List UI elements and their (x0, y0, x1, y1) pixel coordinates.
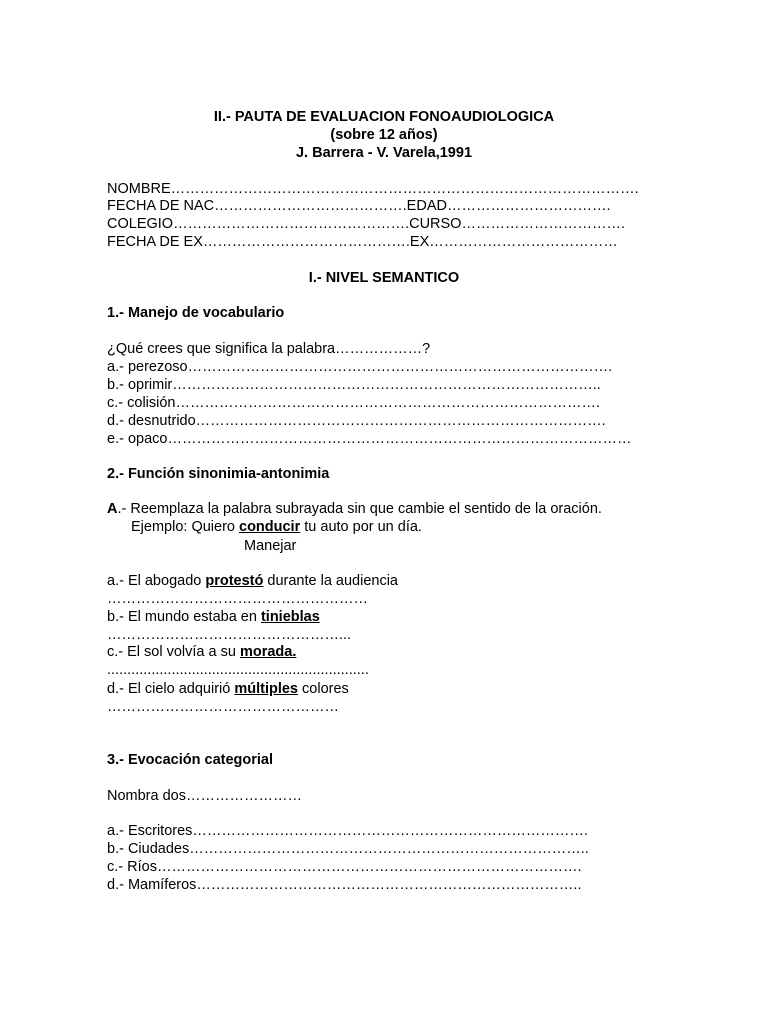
field-colegio: COLEGIO………………………………………….CURSO……………………………. (107, 216, 625, 232)
underlined-word: morada. (239, 644, 297, 660)
synonym-item: c.- El sol volvía a su morada. (107, 644, 297, 660)
underlined-word: conducir (239, 519, 301, 535)
vocab-question: ¿Qué crees que significa la palabra………………? (107, 341, 431, 357)
categorical-item: b.- Ciudades……………………………………………………………………….. (107, 841, 589, 857)
document-authors: J. Barrera - V. Varela,1991 (295, 145, 473, 161)
underlined-word: tinieblas (260, 609, 320, 625)
vocab-item: a.- perezoso……………………………………………………………………………. (107, 359, 613, 375)
synonym-instruction (107, 500, 602, 518)
underlined-word: múltiples (234, 681, 298, 697)
answer-line: ……………………………………………… (107, 591, 368, 607)
vocab-item: e.- opaco…………………………………………………………………………………… (107, 431, 632, 447)
categorical-heading: 3.- Evocación categorial (107, 752, 274, 768)
document-subtitle: (sobre 12 años) (330, 127, 438, 143)
vocab-item: c.- colisión……………………………………………………………………………. (107, 395, 601, 411)
synonym-heading: 2.- Función sinonimia-antonimia (107, 466, 330, 482)
categorical-item: d.- Mamíferos…………………………………………………………………….. (107, 877, 582, 893)
synonym-item: d.- El cielo adquirió múltiples colores (107, 681, 349, 697)
synonym-example: Ejemplo: Quiero conducir tu auto por un día. (131, 519, 422, 535)
categorical-item: c.- Ríos……………………………………………………………………………. (107, 859, 582, 875)
synonym-item: a.- El abogado protestó durante la audiencia (107, 573, 398, 589)
document-title: II.- PAUTA DE EVALUACION FONOAUDIOLOGICA (213, 109, 555, 125)
example-answer: Manejar (244, 538, 297, 554)
vocab-heading: 1.- Manejo de vocabulario (107, 305, 285, 321)
synonym-item: b.- El mundo estaba en tinieblas (107, 609, 320, 625)
field-fecha-nac: FECHA DE NAC………………………………….EDAD……………………………. (107, 198, 611, 214)
field-fecha-ex: FECHA DE EX…………………………………….EX………………………………… (107, 234, 618, 250)
answer-line: ................................................................. (107, 662, 369, 678)
instruction-label: A (107, 501, 118, 517)
vocab-item: b.- oprimir…………………………………………………………………………….. (107, 377, 601, 393)
underlined-word: protestó (205, 573, 264, 589)
categorical-item: a.- Escritores………………………………………………………………………. (107, 823, 588, 839)
categorical-prompt: Nombra dos…………………… (107, 788, 302, 804)
instruction-text: .- Reemplaza la palabra subrayada sin que cambie el sentido de la oración. (117, 501, 602, 517)
answer-line: ………………………………………… (107, 699, 339, 715)
answer-line: …………………………………………... (107, 627, 352, 643)
section-title: I.- NIVEL SEMANTICO (308, 270, 460, 286)
vocab-item: d.- desnutrido…………………………………………………………………………. (107, 413, 606, 429)
field-nombre: NOMBRE……………………………………………………………………………………. (107, 181, 639, 197)
